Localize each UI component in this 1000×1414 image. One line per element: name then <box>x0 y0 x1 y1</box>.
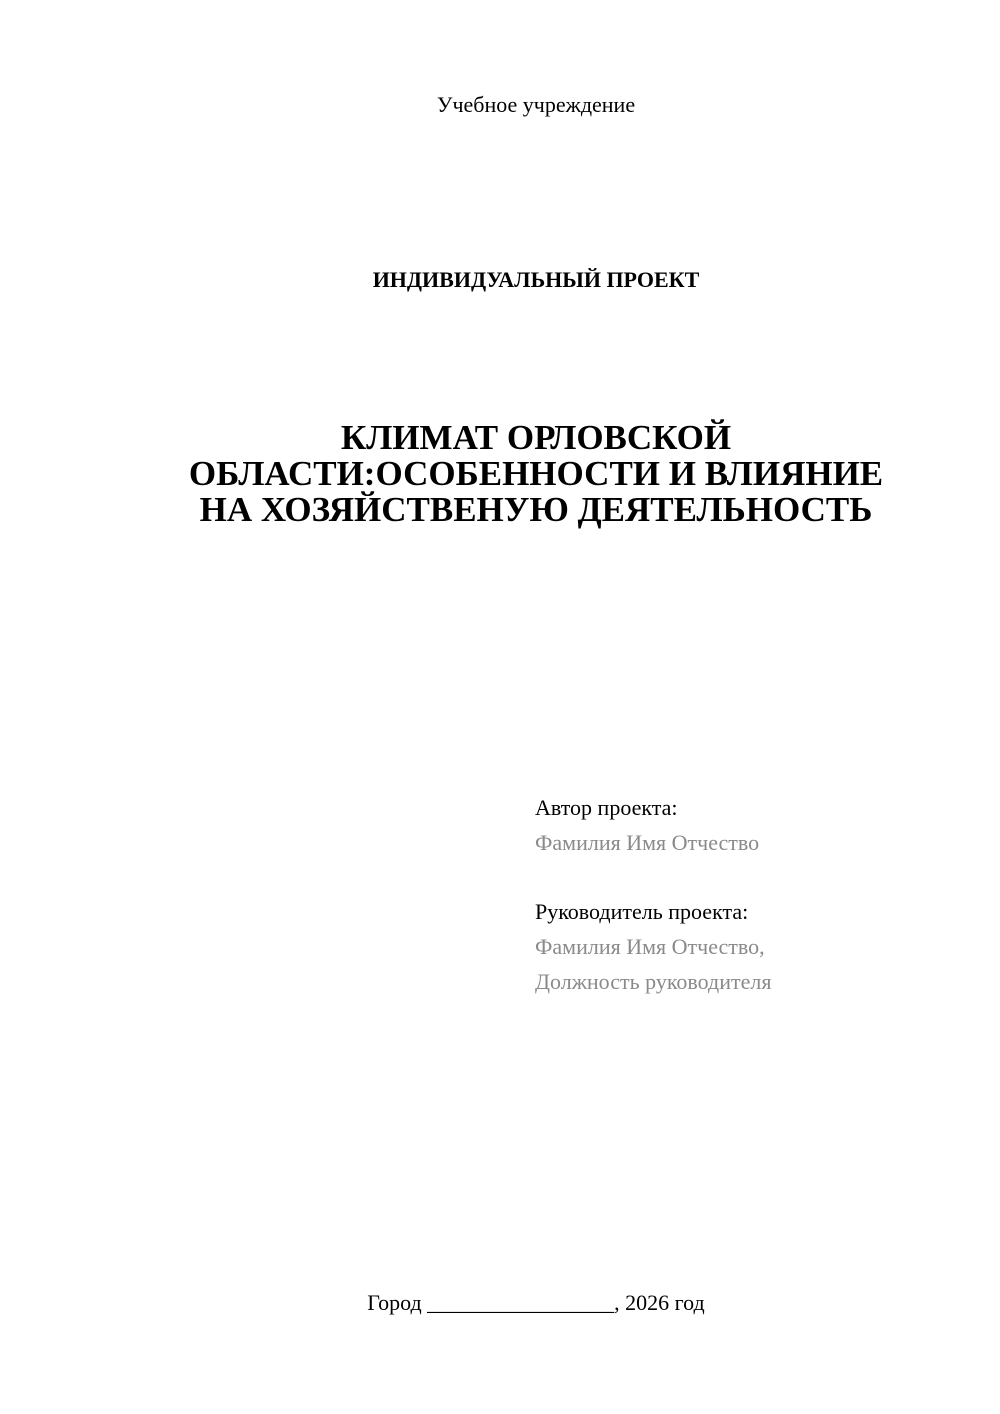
spacer <box>535 860 771 894</box>
project-title <box>0 420 1000 528</box>
project-title-line: КЛИМАТ ОРЛОВСКОЙ <box>340 418 732 457</box>
project-title-line: НА ХОЗЯЙСТВЕНУЮ ДЕЯТЕЛЬНОСТЬ <box>199 490 873 529</box>
author-label: Автор проекта: <box>535 795 678 820</box>
author-name: Фамилия Имя Отчество <box>535 830 760 855</box>
institution-name: Учебное учреждение <box>436 92 636 117</box>
project-people <box>535 790 771 999</box>
supervisor-name: Фамилия Имя Отчество, <box>535 934 765 959</box>
project-type: ИНДИВИДУАЛЬНЫЙ ПРОЕКТ <box>372 267 700 292</box>
project-title-line: ОБЛАСТИ:ОСОБЕННОСТИ И ВЛИЯНИЕ <box>188 454 884 493</box>
supervisor-label: Руководитель проекта: <box>535 899 749 924</box>
city-year-footer: Город _________________, 2026 год <box>367 1290 705 1315</box>
supervisor-position: Должность руководителя <box>535 969 772 994</box>
